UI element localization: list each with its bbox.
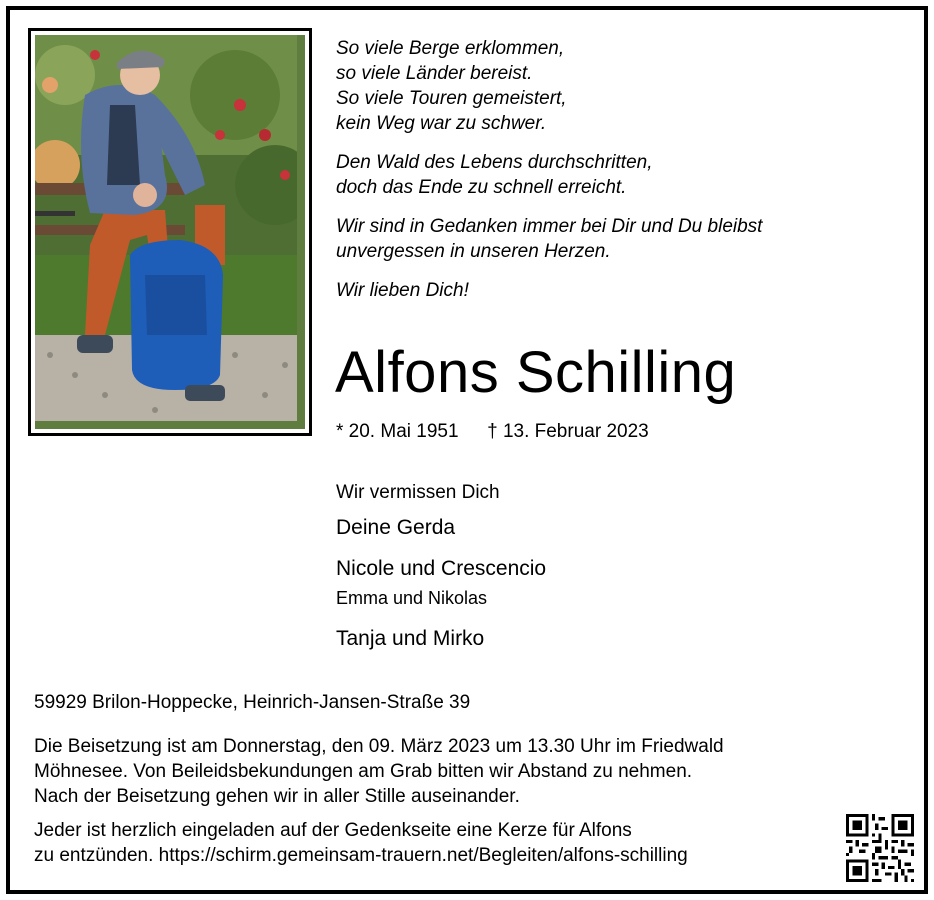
mourner-name: Nicole und Crescencio [336,557,547,580]
poem-line: kein Weg war zu schwer. [336,113,547,134]
life-dates [336,420,649,444]
poem-line: So viele Touren gemeistert, [336,88,567,109]
poem-line: Den Wald des Lebens durchschritten, [336,152,653,173]
poem-line: so viele Länder bereist. [336,63,533,84]
portrait-frame [28,28,312,436]
mourners-label: Wir vermissen Dich [336,482,500,503]
qr-code-icon[interactable] [846,814,914,882]
memorial-link[interactable]: zu entzünden. https://schirm.gemeinsam-trauern.net/Begleiten/alfons-schilling [34,845,688,866]
mourner-name: Tanja und Mirko [336,627,485,650]
poem-line: Wir sind in Gedanken immer bei Dir und Du bleibst [336,216,763,237]
poem-stanza-1 [336,36,896,136]
portrait-photo [35,35,305,429]
poem-line: Wir lieben Dich! [336,280,469,301]
funeral-notice [34,734,854,809]
poem-stanza-3 [336,214,896,264]
poem-stanza-4 [336,278,896,303]
deceased-name: Alfons Schilling [335,340,737,405]
poem [336,36,896,317]
notice-line: Möhnesee. Von Beileidsbekundungen am Grab bitten wir Abstand zu nehmen. [34,761,693,782]
memorial-notice [34,818,834,868]
poem-stanza-2 [336,150,896,200]
notice-line: Nach der Beisetzung gehen wir in aller Stille auseinander. [34,786,520,807]
poem-line: unvergessen in unseren Herzen. [336,241,611,262]
mourner-name: Deine Gerda [336,516,456,539]
birth-date: * 20. Mai 1951 [336,421,459,442]
poem-line: doch das Ende zu schnell erreicht. [336,177,627,198]
poem-line: So viele Berge erklommen, [336,38,565,59]
mourner-name: Emma und Nikolas [336,588,488,608]
death-date: † 13. Februar 2023 [487,421,649,442]
notice-line: Jeder ist herzlich eingeladen auf der Gedenkseite eine Kerze für Alfons [34,820,632,841]
family-address: 59929 Brilon-Hoppecke, Heinrich-Jansen-Straße 39 [34,692,471,713]
notice-line: Die Beisetzung ist am Donnerstag, den 09. März 2023 um 13.30 Uhr im Friedwald [34,736,724,757]
